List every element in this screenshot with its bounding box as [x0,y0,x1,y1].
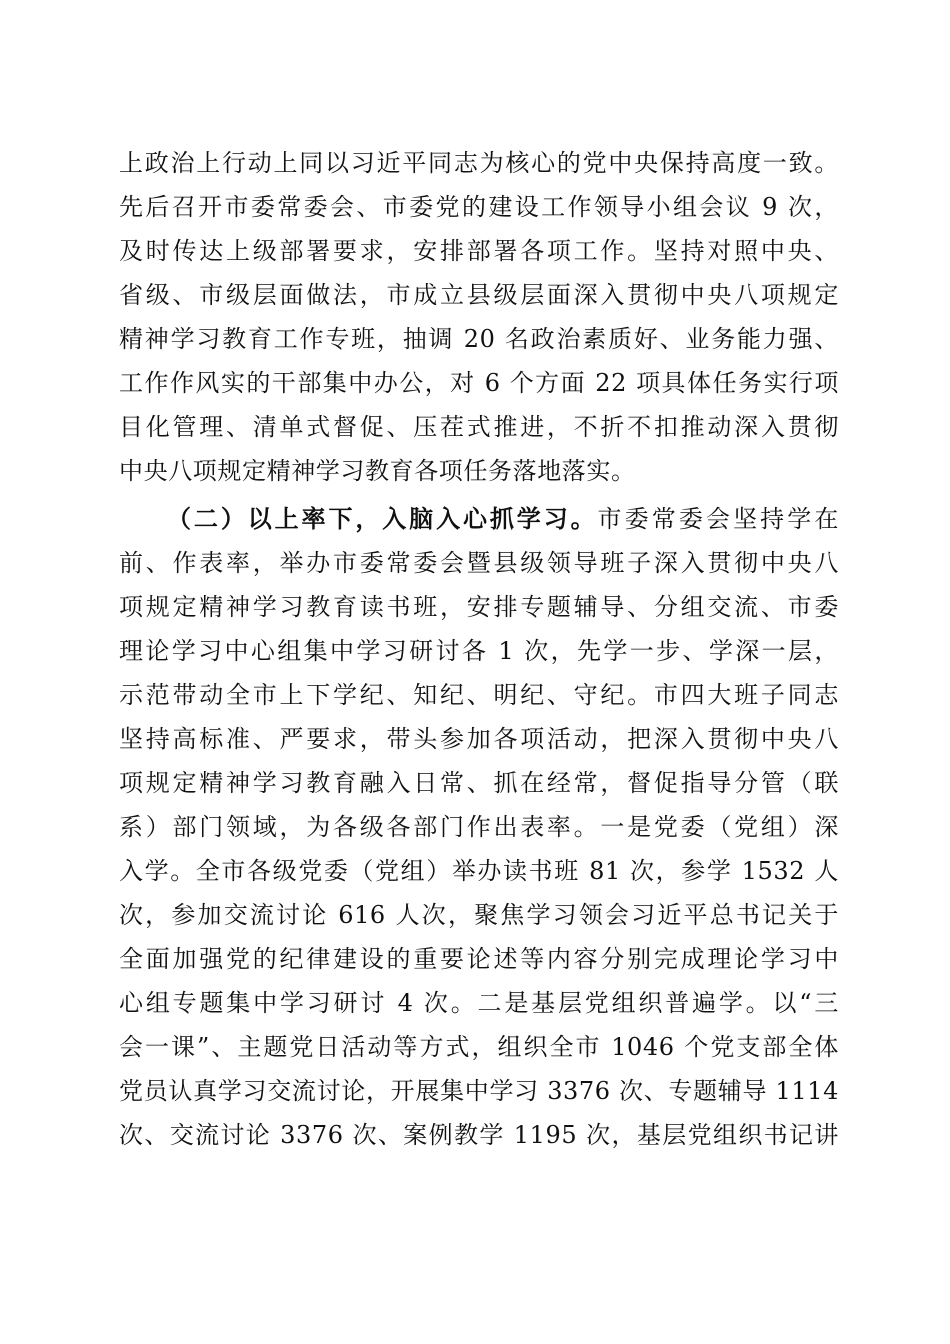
text-line: 心组专题集中学习研讨 4 次。二是基层党组织普遍学。以“三 [119,989,839,1017]
text-line: 次、交流讨论 3376 次、案例教学 1195 次，基层党组织书记讲 [119,1121,839,1149]
text-line: 先后召开市委常委会、市委党的建设工作领导小组会议 9 次， [119,193,839,221]
text-line: 项规定精神学习教育读书班，安排专题辅导、分组交流、市委 [119,593,839,621]
text-line: 中央八项规定精神学习教育各项任务落地落实。 [119,457,636,485]
text-line: 上政治上行动上同以习近平同志为核心的党中央保持高度一致。 [119,149,839,177]
text-line: 理论学习中心组集中学习研讨各 1 次，先学一步、学深一层， [119,637,839,665]
text-line: 党员认真学习交流讨论，开展集中学习 3376 次、专题辅导 1114 [119,1077,839,1105]
text-line: 精神学习教育工作专班，抽调 20 名政治素质好、业务能力强、 [119,325,839,353]
text-line: 坚持高标准、严要求，带头参加各项活动，把深入贯彻中央八 [119,725,839,753]
text-run: 市委常委会坚持学在 [597,505,839,533]
text-line: 会一课”、主题党日活动等方式，组织全市 1046 个党支部全体 [119,1033,839,1061]
text-line: 示范带动全市上下学纪、知纪、明纪、守纪。市四大班子同志 [119,681,839,709]
text-line: 及时传达上级部署要求，安排部署各项工作。坚持对照中央、 [119,237,839,265]
text-line: 项规定精神学习教育融入日常、抓在经常，督促指导分管（联 [119,769,839,797]
text-line: 目化管理、清单式督促、压茬式推进，不折不扣推动深入贯彻 [119,413,839,441]
text-line: 次，参加交流讨论 616 人次，聚焦学习领会习近平总书记关于 [119,901,839,929]
section-heading: （二）以上率下，入脑入心抓学习。 [167,505,598,533]
paragraph-2-first-line [167,499,839,539]
text-line: 系）部门领域，为各级各部门作出表率。一是党委（党组）深 [119,813,839,841]
text-line: 工作作风实的干部集中办公，对 6 个方面 22 项具体任务实行项 [119,369,839,397]
text-line: 全面加强党的纪律建设的重要论述等内容分别完成理论学习中 [119,945,839,973]
text-line: 入学。全市各级党委（党组）举办读书班 81 次，参学 1532 人 [119,857,839,885]
text-line: 省级、市级层面做法，市成立县级层面深入贯彻中央八项规定 [119,281,839,309]
text-line: 前、作表率，举办市委常委会暨县级领导班子深入贯彻中央八 [119,549,839,577]
